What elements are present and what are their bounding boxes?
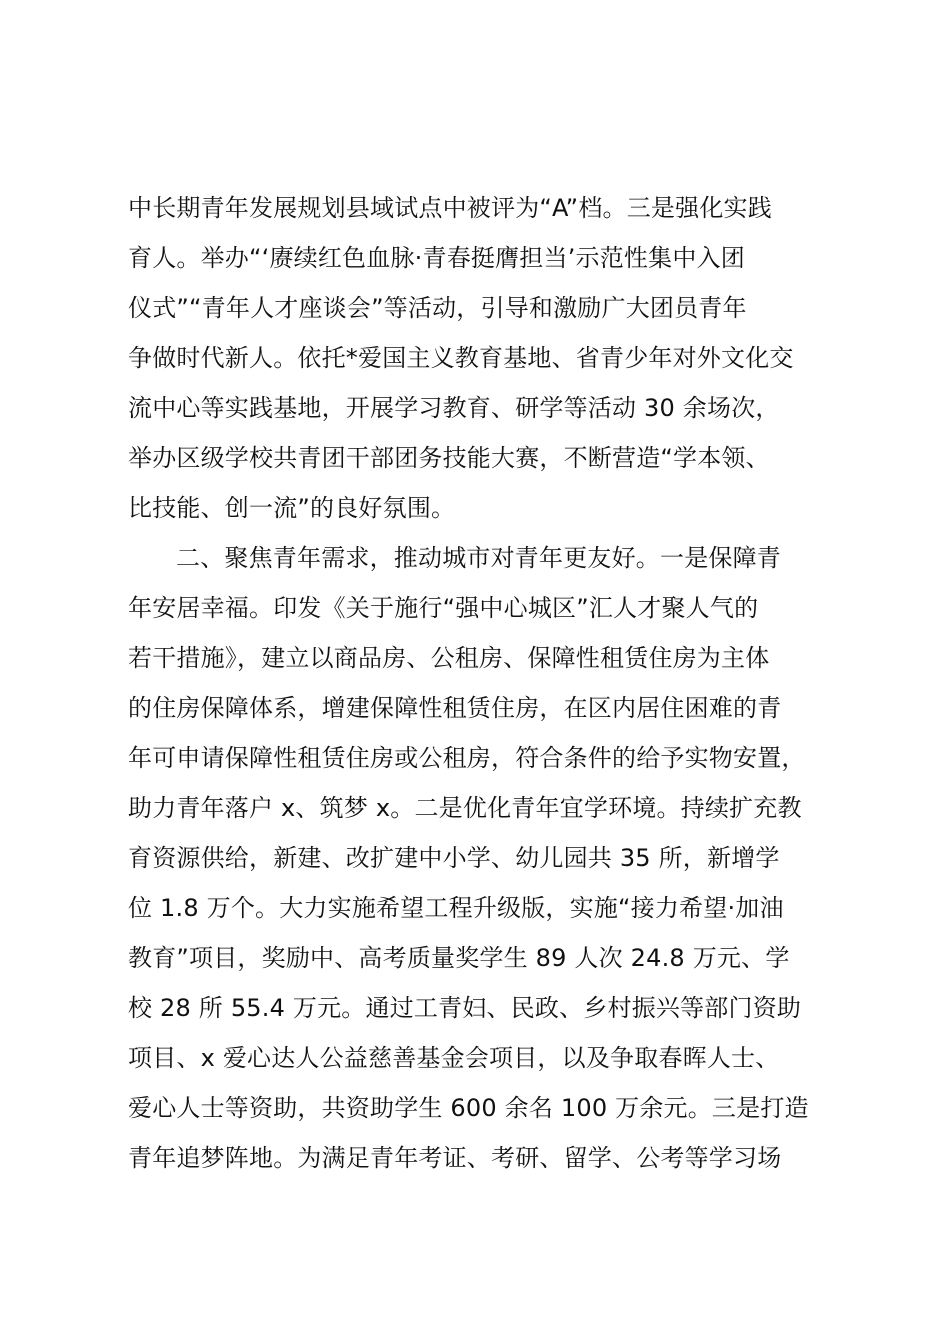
text-line: 年安居幸福。印发《关于施行“强中心城区”汇人才聚人气的 bbox=[128, 594, 759, 622]
text-line: 中长期青年发展规划县域试点中被评为“A”档。三是强化实践 bbox=[128, 194, 772, 222]
text-line: 助力青年落户 x、筑梦 x。二是优化青年宜学环境。持续扩充教 bbox=[128, 794, 802, 822]
text-line: 爱心人士等资助，共资助学生 600 余名 100 万余元。三是打造 bbox=[128, 1094, 809, 1122]
text-line: 举办区级学校共青团干部团务技能大赛，不断营造“学本领、 bbox=[128, 444, 770, 472]
text-line: 年可申请保障性租赁住房或公租房，符合条件的给予实物安置， bbox=[128, 744, 806, 772]
text-line: 位 1.8 万个。大力实施希望工程升级版，实施“接力希望·加油 bbox=[128, 894, 784, 922]
text-line: 育人。举办“‘赓续红色血脉·青春挺膺担当’示范性集中入团 bbox=[128, 244, 745, 272]
text-line: 比技能、创一流”的良好氛围。 bbox=[128, 494, 456, 522]
text-line: 校 28 所 55.4 万元。通过工青妇、民政、乡村振兴等部门资助 bbox=[128, 994, 802, 1022]
text-line: 育资源供给，新建、改扩建中小学、幼儿园共 35 所，新增学 bbox=[128, 844, 780, 872]
text-line: 的住房保障体系，增建保障性租赁住房，在区内居住困难的青 bbox=[128, 694, 782, 722]
paragraph-1 bbox=[128, 183, 868, 533]
text-line: 二、聚焦青年需求，推动城市对青年更友好。一是保障青 bbox=[176, 544, 781, 572]
text-line: 若干措施》，建立以商品房、公租房、保障性租赁住房为主体 bbox=[128, 644, 770, 672]
text-line: 青年追梦阵地。为满足青年考证、考研、留学、公考等学习场 bbox=[128, 1144, 782, 1172]
text-line: 项目、x 爱心达人公益慈善基金会项目，以及争取春晖人士、 bbox=[128, 1044, 780, 1072]
text-line: 教育”项目，奖励中、高考质量奖学生 89 人次 24.8 万元、学 bbox=[128, 944, 790, 972]
text-line: 流中心等实践基地，开展学习教育、研学等活动 30 余场次， bbox=[128, 394, 780, 422]
text-line: 争做时代新人。依托*爱国主义教育基地、省青少年对外文化交 bbox=[128, 344, 794, 372]
document-body bbox=[128, 183, 868, 1183]
text-line: 仪式”“青年人才座谈会”等活动，引导和激励广大团员青年 bbox=[128, 294, 747, 322]
paragraph-2 bbox=[128, 533, 868, 1183]
